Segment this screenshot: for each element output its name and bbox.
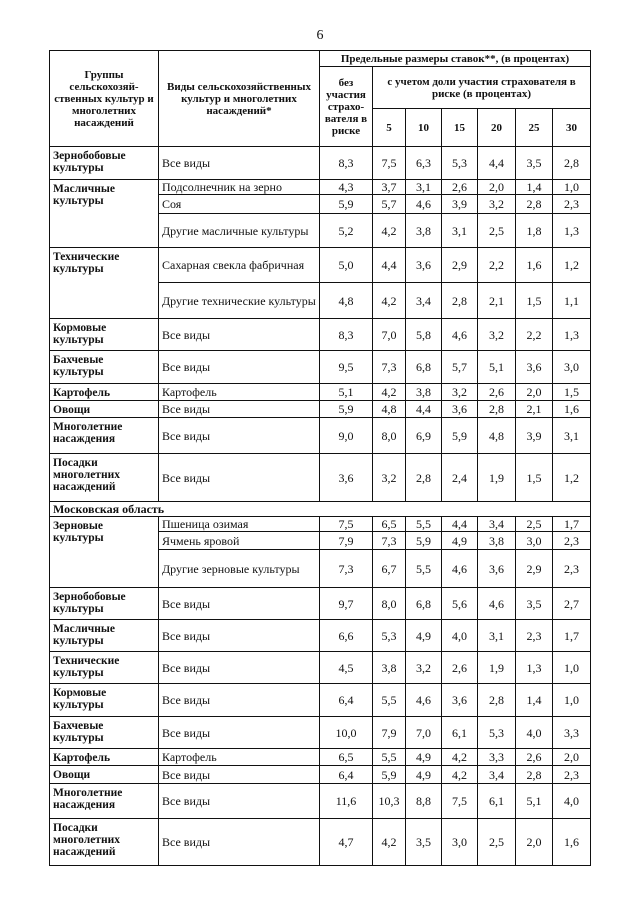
group-name-cell: Кормовые культуры bbox=[50, 319, 159, 351]
group-name-cell: Масличные культуры bbox=[50, 180, 159, 248]
rate-value-cell: 1,7 bbox=[553, 517, 591, 532]
rate-value-cell: 2,3 bbox=[553, 195, 591, 214]
table-row bbox=[50, 749, 591, 766]
rate-value-cell: 1,3 bbox=[553, 214, 591, 248]
rate-value-cell: 3,1 bbox=[406, 180, 442, 195]
rate-value-cell: 10,0 bbox=[320, 717, 373, 749]
rate-value-cell: 5,9 bbox=[320, 401, 373, 418]
rate-value-cell: 1,0 bbox=[553, 180, 591, 195]
table-row bbox=[50, 819, 591, 866]
table-row bbox=[50, 717, 591, 749]
group-name-cell: Многолетние насаждения bbox=[50, 418, 159, 454]
rate-value-cell: 5,5 bbox=[406, 550, 442, 588]
rate-value-cell: 3,7 bbox=[373, 180, 406, 195]
region-title: Московская область bbox=[50, 502, 591, 517]
rate-value-cell: 5,3 bbox=[478, 717, 516, 749]
header-without: без участия страхо-вателя в риске bbox=[320, 67, 373, 147]
group-name-cell: Картофель bbox=[50, 749, 159, 766]
rate-value-cell: 3,8 bbox=[373, 652, 406, 684]
rate-value-cell: 2,6 bbox=[442, 652, 478, 684]
rate-value-cell: 1,7 bbox=[553, 620, 591, 652]
rate-value-cell: 6,1 bbox=[442, 717, 478, 749]
rate-value-cell: 8,8 bbox=[406, 784, 442, 819]
rate-value-cell: 3,4 bbox=[478, 517, 516, 532]
rate-value-cell: 4,4 bbox=[442, 517, 478, 532]
rate-value-cell: 5,3 bbox=[373, 620, 406, 652]
rate-value-cell: 5,5 bbox=[406, 517, 442, 532]
rate-value-cell: 3,0 bbox=[553, 351, 591, 384]
rate-value-cell: 2,9 bbox=[516, 550, 553, 588]
rate-value-cell: 4,9 bbox=[406, 620, 442, 652]
rate-value-cell: 5,1 bbox=[516, 784, 553, 819]
rate-value-cell: 6,3 bbox=[406, 147, 442, 180]
table-row bbox=[50, 454, 591, 502]
rate-value-cell: 3,3 bbox=[553, 717, 591, 749]
rate-value-cell: 2,0 bbox=[478, 180, 516, 195]
rate-value-cell: 4,4 bbox=[373, 248, 406, 283]
kind-cell: Все виды bbox=[159, 684, 320, 717]
rate-value-cell: 7,5 bbox=[320, 517, 373, 532]
group-name-cell: Овощи bbox=[50, 766, 159, 784]
rate-value-cell: 2,1 bbox=[516, 401, 553, 418]
group-name-cell: Кормовые культуры bbox=[50, 684, 159, 717]
rate-value-cell: 4,9 bbox=[406, 749, 442, 766]
rate-value-cell: 2,3 bbox=[553, 766, 591, 784]
kind-cell: Другие зерновые культуры bbox=[159, 550, 320, 588]
rate-value-cell: 3,9 bbox=[516, 418, 553, 454]
kind-cell: Другие масличные культуры bbox=[159, 214, 320, 248]
rates-table bbox=[49, 50, 591, 866]
kind-cell: Ячмень яровой bbox=[159, 532, 320, 550]
rate-value-cell: 3,2 bbox=[478, 195, 516, 214]
rate-value-cell: 2,8 bbox=[478, 401, 516, 418]
rate-value-cell: 8,0 bbox=[373, 588, 406, 620]
kind-cell: Соя bbox=[159, 195, 320, 214]
header-share: 10 bbox=[406, 109, 442, 147]
header-share: 20 bbox=[478, 109, 516, 147]
rate-value-cell: 4,6 bbox=[478, 588, 516, 620]
rate-value-cell: 7,9 bbox=[373, 717, 406, 749]
rate-value-cell: 3,6 bbox=[406, 248, 442, 283]
rate-value-cell: 4,2 bbox=[373, 283, 406, 319]
kind-cell: Все виды bbox=[159, 766, 320, 784]
rate-value-cell: 3,6 bbox=[442, 401, 478, 418]
rate-value-cell: 3,6 bbox=[442, 684, 478, 717]
rate-value-cell: 4,0 bbox=[553, 784, 591, 819]
rate-value-cell: 2,6 bbox=[442, 180, 478, 195]
rate-value-cell: 1,3 bbox=[516, 652, 553, 684]
rate-value-cell: 1,4 bbox=[516, 684, 553, 717]
rate-value-cell: 7,3 bbox=[373, 351, 406, 384]
rate-value-cell: 5,7 bbox=[442, 351, 478, 384]
rate-value-cell: 9,0 bbox=[320, 418, 373, 454]
rate-value-cell: 3,8 bbox=[478, 532, 516, 550]
rate-value-cell: 5,9 bbox=[406, 532, 442, 550]
rate-value-cell: 9,7 bbox=[320, 588, 373, 620]
rate-value-cell: 3,1 bbox=[478, 620, 516, 652]
rate-value-cell: 6,1 bbox=[478, 784, 516, 819]
rate-value-cell: 1,2 bbox=[553, 248, 591, 283]
kind-cell: Все виды bbox=[159, 620, 320, 652]
rate-value-cell: 6,4 bbox=[320, 684, 373, 717]
header-share: 5 bbox=[373, 109, 406, 147]
page-number: 6 bbox=[316, 28, 324, 43]
rate-value-cell: 5,1 bbox=[320, 384, 373, 401]
rate-value-cell: 2,8 bbox=[553, 147, 591, 180]
rate-value-cell: 10,3 bbox=[373, 784, 406, 819]
rate-value-cell: 5,6 bbox=[442, 588, 478, 620]
header-limits: Предельные размеры ставок**, (в процентах) bbox=[320, 51, 591, 67]
rate-value-cell: 2,0 bbox=[553, 749, 591, 766]
rate-value-cell: 2,5 bbox=[478, 214, 516, 248]
rate-value-cell: 3,3 bbox=[478, 749, 516, 766]
rate-value-cell: 3,5 bbox=[516, 147, 553, 180]
rate-value-cell: 4,2 bbox=[442, 766, 478, 784]
rate-value-cell: 2,9 bbox=[442, 248, 478, 283]
rate-value-cell: 4,2 bbox=[373, 214, 406, 248]
rate-value-cell: 6,8 bbox=[406, 588, 442, 620]
rate-value-cell: 2,3 bbox=[553, 550, 591, 588]
rate-value-cell: 5,9 bbox=[373, 766, 406, 784]
header-share: 15 bbox=[442, 109, 478, 147]
rate-value-cell: 4,0 bbox=[442, 620, 478, 652]
table-body-section-1 bbox=[50, 147, 591, 502]
group-name-cell: Технические культуры bbox=[50, 248, 159, 319]
header-share: 30 bbox=[553, 109, 591, 147]
rate-value-cell: 2,6 bbox=[516, 749, 553, 766]
kind-cell: Картофель bbox=[159, 749, 320, 766]
rate-value-cell: 5,0 bbox=[320, 248, 373, 283]
kind-cell: Все виды bbox=[159, 351, 320, 384]
rate-value-cell: 4,2 bbox=[373, 819, 406, 866]
rate-value-cell: 3,4 bbox=[478, 766, 516, 784]
rate-value-cell: 1,4 bbox=[516, 180, 553, 195]
table-row bbox=[50, 418, 591, 454]
kind-cell: Другие технические культуры bbox=[159, 283, 320, 319]
rate-value-cell: 2,4 bbox=[442, 454, 478, 502]
rate-value-cell: 2,8 bbox=[442, 283, 478, 319]
group-name-cell: Зерновые культуры bbox=[50, 517, 159, 588]
kind-cell: Все виды bbox=[159, 147, 320, 180]
group-name-cell: Бахчевые культуры bbox=[50, 351, 159, 384]
table-row bbox=[50, 319, 591, 351]
kind-cell: Все виды bbox=[159, 588, 320, 620]
rate-value-cell: 5,8 bbox=[406, 319, 442, 351]
rate-value-cell: 4,5 bbox=[320, 652, 373, 684]
kind-cell: Все виды bbox=[159, 652, 320, 684]
table-region-section bbox=[50, 502, 591, 517]
rate-value-cell: 1,3 bbox=[553, 319, 591, 351]
rate-value-cell: 4,6 bbox=[406, 195, 442, 214]
rate-value-cell: 1,5 bbox=[516, 283, 553, 319]
rate-value-cell: 2,8 bbox=[516, 195, 553, 214]
group-name-cell: Масличные культуры bbox=[50, 620, 159, 652]
table-row bbox=[50, 351, 591, 384]
rate-value-cell: 11,6 bbox=[320, 784, 373, 819]
rate-value-cell: 7,0 bbox=[406, 717, 442, 749]
rate-value-cell: 2,8 bbox=[478, 684, 516, 717]
rate-value-cell: 3,0 bbox=[516, 532, 553, 550]
group-name-cell: Зернобобовые культуры bbox=[50, 147, 159, 180]
rate-value-cell: 3,2 bbox=[442, 384, 478, 401]
rate-value-cell: 7,3 bbox=[373, 532, 406, 550]
kind-cell: Все виды bbox=[159, 784, 320, 819]
header-share: 25 bbox=[516, 109, 553, 147]
rate-value-cell: 1,9 bbox=[478, 454, 516, 502]
rate-value-cell: 3,6 bbox=[516, 351, 553, 384]
table-row bbox=[50, 766, 591, 784]
rate-value-cell: 3,9 bbox=[442, 195, 478, 214]
rate-value-cell: 8,3 bbox=[320, 147, 373, 180]
rate-value-cell: 1,6 bbox=[553, 401, 591, 418]
rate-value-cell: 4,9 bbox=[406, 766, 442, 784]
rate-value-cell: 5,5 bbox=[373, 684, 406, 717]
rate-value-cell: 2,2 bbox=[478, 248, 516, 283]
rate-value-cell: 2,8 bbox=[516, 766, 553, 784]
kind-cell: Картофель bbox=[159, 384, 320, 401]
rate-value-cell: 5,1 bbox=[478, 351, 516, 384]
table-row bbox=[50, 147, 591, 180]
rate-value-cell: 4,7 bbox=[320, 819, 373, 866]
rate-value-cell: 7,0 bbox=[373, 319, 406, 351]
kind-cell: Подсолнечник на зерно bbox=[159, 180, 320, 195]
rate-value-cell: 4,0 bbox=[516, 717, 553, 749]
rate-value-cell: 5,2 bbox=[320, 214, 373, 248]
table-row bbox=[50, 588, 591, 620]
rate-value-cell: 4,4 bbox=[478, 147, 516, 180]
rate-value-cell: 8,0 bbox=[373, 418, 406, 454]
rate-value-cell: 4,6 bbox=[442, 319, 478, 351]
group-name-cell: Овощи bbox=[50, 401, 159, 418]
table-row bbox=[50, 784, 591, 819]
rate-value-cell: 4,8 bbox=[478, 418, 516, 454]
rate-value-cell: 3,1 bbox=[442, 214, 478, 248]
table-body-section-2 bbox=[50, 517, 591, 866]
rate-value-cell: 1,2 bbox=[553, 454, 591, 502]
rate-value-cell: 6,6 bbox=[320, 620, 373, 652]
rate-value-cell: 1,5 bbox=[516, 454, 553, 502]
table-row bbox=[50, 652, 591, 684]
group-name-cell: Многолетние насаждения bbox=[50, 784, 159, 819]
rate-value-cell: 1,9 bbox=[478, 652, 516, 684]
group-name-cell: Технические культуры bbox=[50, 652, 159, 684]
rate-value-cell: 7,3 bbox=[320, 550, 373, 588]
rate-value-cell: 2,5 bbox=[478, 819, 516, 866]
kind-cell: Все виды bbox=[159, 319, 320, 351]
rate-value-cell: 4,2 bbox=[373, 384, 406, 401]
rate-value-cell: 2,0 bbox=[516, 819, 553, 866]
group-name-cell: Бахчевые культуры bbox=[50, 717, 159, 749]
table-row bbox=[50, 248, 591, 283]
rate-value-cell: 5,5 bbox=[373, 749, 406, 766]
rate-value-cell: 3,5 bbox=[406, 819, 442, 866]
rate-value-cell: 2,8 bbox=[406, 454, 442, 502]
table-row bbox=[50, 384, 591, 401]
rate-value-cell: 4,6 bbox=[406, 684, 442, 717]
rate-value-cell: 1,1 bbox=[553, 283, 591, 319]
rate-value-cell: 3,1 bbox=[553, 418, 591, 454]
rate-value-cell: 2,2 bbox=[516, 319, 553, 351]
rate-value-cell: 3,4 bbox=[406, 283, 442, 319]
rate-value-cell: 1,6 bbox=[516, 248, 553, 283]
rate-value-cell: 3,8 bbox=[406, 384, 442, 401]
rate-value-cell: 6,4 bbox=[320, 766, 373, 784]
rate-value-cell: 3,0 bbox=[442, 819, 478, 866]
rate-value-cell: 1,5 bbox=[553, 384, 591, 401]
rate-value-cell: 4,8 bbox=[320, 283, 373, 319]
rate-value-cell: 6,5 bbox=[320, 749, 373, 766]
rate-value-cell: 4,4 bbox=[406, 401, 442, 418]
rate-value-cell: 1,8 bbox=[516, 214, 553, 248]
rate-value-cell: 2,3 bbox=[553, 532, 591, 550]
group-name-cell: Посадки многолетних насаждений bbox=[50, 454, 159, 502]
table-row bbox=[50, 180, 591, 195]
kind-cell: Все виды bbox=[159, 454, 320, 502]
rate-value-cell: 4,8 bbox=[373, 401, 406, 418]
rate-value-cell: 4,2 bbox=[442, 749, 478, 766]
rate-value-cell: 2,5 bbox=[516, 517, 553, 532]
rate-value-cell: 3,2 bbox=[373, 454, 406, 502]
header-kinds: Виды сельскохозяйственных культур и многолетних насаждений* bbox=[159, 51, 320, 147]
rate-value-cell: 7,5 bbox=[373, 147, 406, 180]
rate-value-cell: 2,0 bbox=[516, 384, 553, 401]
header-with: с учетом доли участия страхователя в риске (в процентах) bbox=[373, 67, 591, 109]
rate-value-cell: 4,9 bbox=[442, 532, 478, 550]
rate-value-cell: 4,3 bbox=[320, 180, 373, 195]
kind-cell: Сахарная свекла фабричная bbox=[159, 248, 320, 283]
rate-value-cell: 5,7 bbox=[373, 195, 406, 214]
table-row bbox=[50, 684, 591, 717]
rate-value-cell: 6,8 bbox=[406, 351, 442, 384]
rate-value-cell: 4,6 bbox=[442, 550, 478, 588]
rate-value-cell: 7,9 bbox=[320, 532, 373, 550]
rate-value-cell: 1,6 bbox=[553, 819, 591, 866]
table-row bbox=[50, 620, 591, 652]
rate-value-cell: 5,9 bbox=[320, 195, 373, 214]
kind-cell: Все виды bbox=[159, 819, 320, 866]
group-name-cell: Картофель bbox=[50, 384, 159, 401]
rate-value-cell: 1,0 bbox=[553, 684, 591, 717]
rate-value-cell: 2,6 bbox=[478, 384, 516, 401]
rate-value-cell: 1,0 bbox=[553, 652, 591, 684]
rate-value-cell: 3,5 bbox=[516, 588, 553, 620]
group-name-cell: Зернобобовые культуры bbox=[50, 588, 159, 620]
rate-value-cell: 3,2 bbox=[478, 319, 516, 351]
rate-value-cell: 6,5 bbox=[373, 517, 406, 532]
kind-cell: Все виды bbox=[159, 717, 320, 749]
rate-value-cell: 2,3 bbox=[516, 620, 553, 652]
table-row bbox=[50, 401, 591, 418]
table-row bbox=[50, 517, 591, 532]
rate-value-cell: 5,3 bbox=[442, 147, 478, 180]
group-name-cell: Посадки многолетних насаждений bbox=[50, 819, 159, 866]
rate-value-cell: 3,6 bbox=[478, 550, 516, 588]
kind-cell: Все виды bbox=[159, 401, 320, 418]
rate-value-cell: 2,1 bbox=[478, 283, 516, 319]
rate-value-cell: 9,5 bbox=[320, 351, 373, 384]
kind-cell: Все виды bbox=[159, 418, 320, 454]
rate-value-cell: 2,7 bbox=[553, 588, 591, 620]
rate-value-cell: 8,3 bbox=[320, 319, 373, 351]
rate-value-cell: 6,7 bbox=[373, 550, 406, 588]
rate-value-cell: 3,2 bbox=[406, 652, 442, 684]
rate-value-cell: 5,9 bbox=[442, 418, 478, 454]
kind-cell: Пшеница озимая bbox=[159, 517, 320, 532]
rate-value-cell: 3,6 bbox=[320, 454, 373, 502]
rate-value-cell: 3,8 bbox=[406, 214, 442, 248]
header-groups: Группы сельскохозяй-ственных культур и многолетних насаждений bbox=[50, 51, 159, 147]
rate-value-cell: 6,9 bbox=[406, 418, 442, 454]
rate-value-cell: 7,5 bbox=[442, 784, 478, 819]
